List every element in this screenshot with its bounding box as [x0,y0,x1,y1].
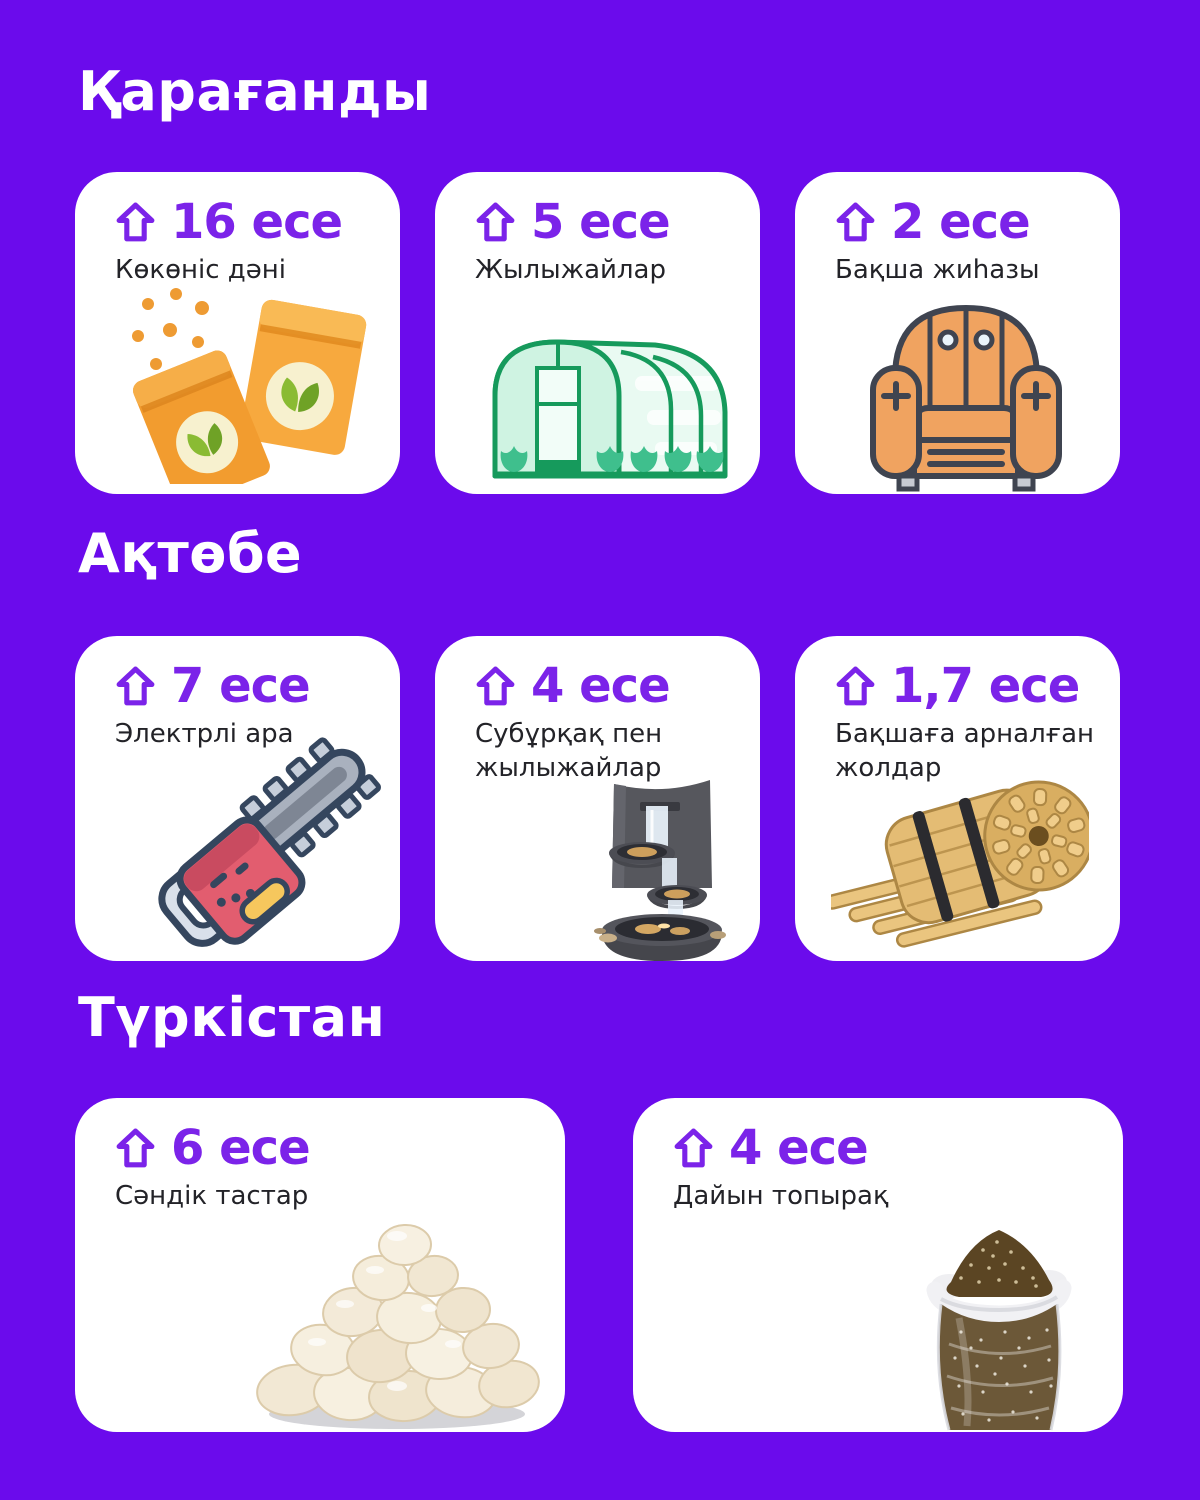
up-arrow-icon [113,664,158,709]
card-label: Дайын топырақ [673,1181,889,1211]
card-label: Бақша жиһазы [835,255,1040,285]
section-title-aktobe: Ақтөбе [78,522,303,585]
stat-multiplier [113,658,310,714]
decorative-stones-icon [247,1200,553,1432]
stat-value: 4 есе [729,1120,868,1176]
up-arrow-icon [833,664,878,709]
up-arrow-icon [671,1126,716,1171]
stat-value: 5 есе [531,194,670,250]
card-label: Жылыжайлар [475,255,666,285]
stat-value: 2 есе [891,194,1030,250]
stat-card-armchair [795,172,1120,494]
stat-multiplier [113,194,343,250]
stat-card-fountain [435,636,760,961]
stat-card-stones [75,1098,565,1432]
up-arrow-icon [113,200,158,245]
stat-value: 1,7 есе [891,658,1080,714]
card-label: Сәндік тастар [115,1181,309,1211]
stat-value: 4 есе [531,658,670,714]
stat-value: 6 есе [171,1120,310,1176]
section-title-turkistan: Түркістан [78,986,386,1049]
garden-armchair-icon [857,280,1075,492]
stat-multiplier [473,658,670,714]
stat-multiplier [473,194,670,250]
stat-card-soil [633,1098,1123,1432]
stat-multiplier [113,1120,310,1176]
soil-bag-icon [901,1220,1097,1432]
stat-card-seeds [75,172,400,494]
stat-value: 16 есе [171,194,343,250]
stat-card-path [795,636,1120,961]
up-arrow-icon [473,200,518,245]
garden-fountain-icon [578,768,746,961]
card-row-aktobe [75,636,1120,961]
card-label: Субұрқақ пен жылыжайлар [475,719,663,783]
stat-card-chainsaw [75,636,400,961]
stat-value: 7 есе [171,658,310,714]
stat-card-greenhouse [435,172,760,494]
stat-multiplier [833,658,1080,714]
card-label: Бақшаға арналған жолдар [835,719,1095,783]
section-title-karaganda: Қарағанды [78,60,432,123]
wooden-path-roll-icon [831,764,1089,960]
up-arrow-icon [833,200,878,245]
seed-packets-icon [110,280,375,484]
card-label: Электрлі ара [115,719,294,749]
up-arrow-icon [473,664,518,709]
card-row-karaganda [75,172,1120,494]
card-label: Көкөніс дәні [115,255,286,285]
card-row-turkistan [75,1098,1123,1432]
stat-multiplier [833,194,1030,250]
up-arrow-icon [113,1126,158,1171]
chainsaw-icon [145,716,393,958]
stat-multiplier [671,1120,868,1176]
greenhouse-icon [485,320,733,482]
